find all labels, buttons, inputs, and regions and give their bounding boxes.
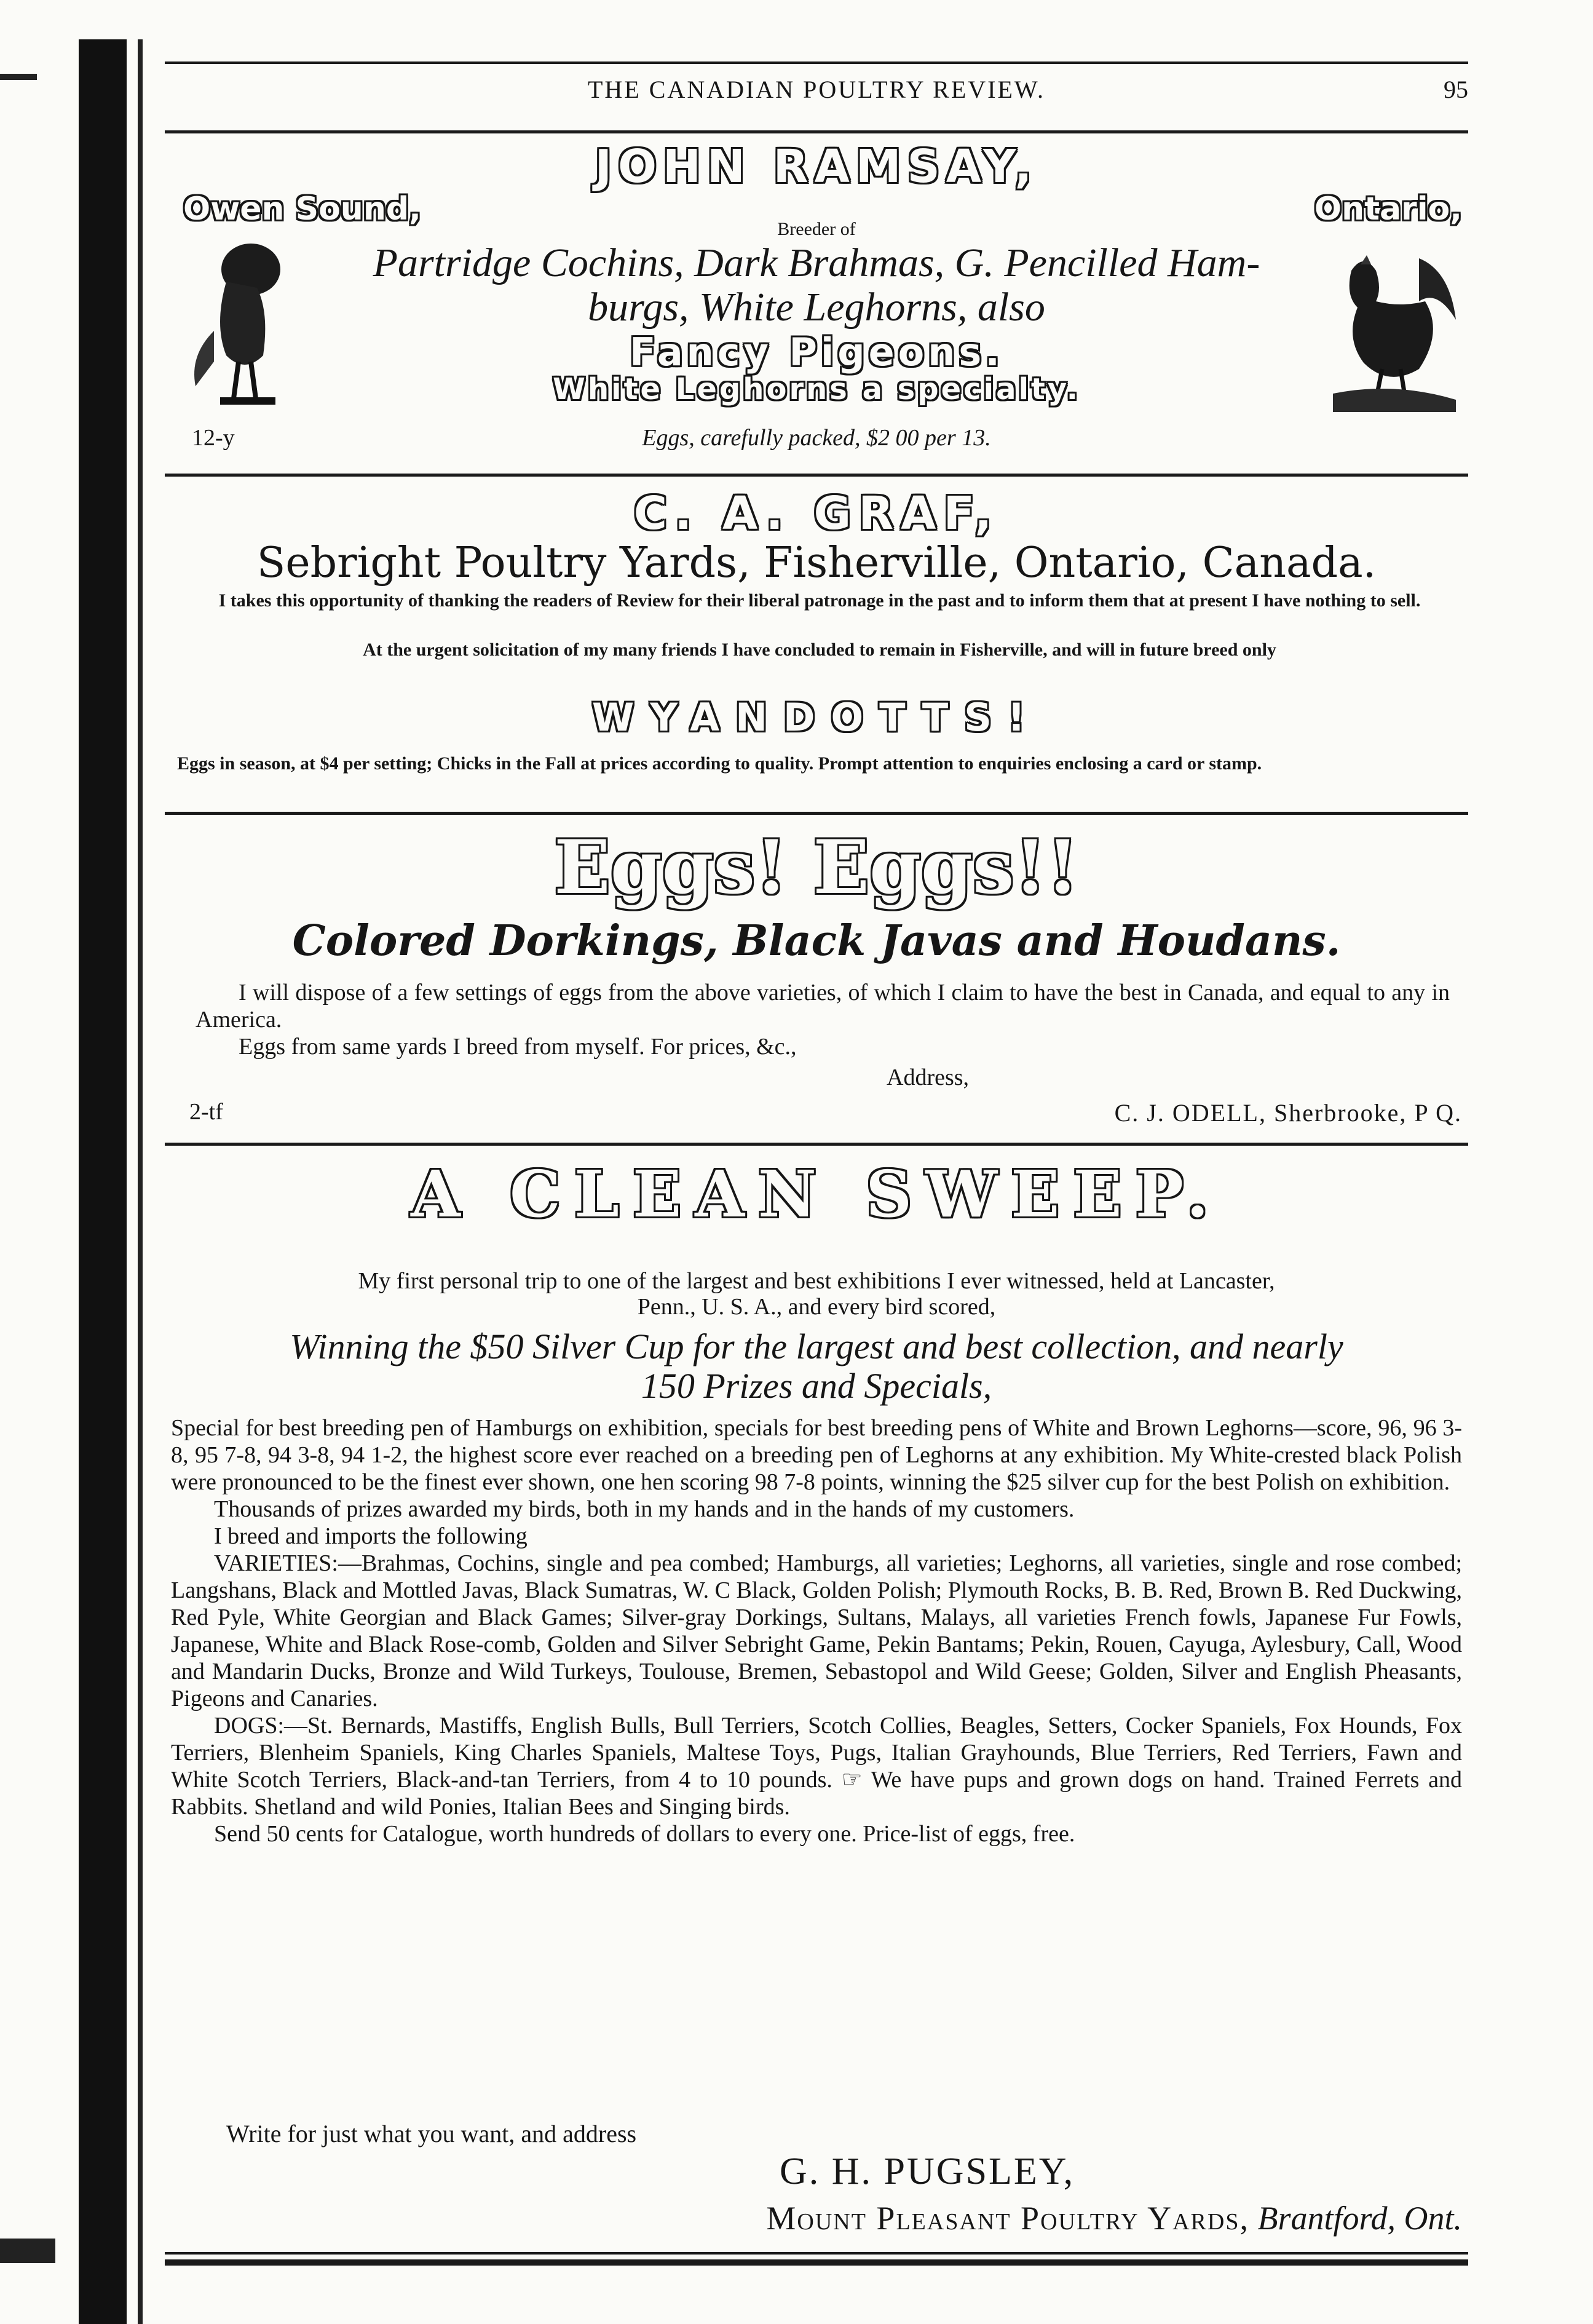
ad-pugsley-intro: My first personal trip to one of the largest and best exhibitions I ever witnessed, held at Lancaster, Penn., U. S. A., and every bird scored, xyxy=(358,1268,1275,1320)
ad-pugsley-winning-line1: Winning the $50 Silver Cup for the largest and best collection, and nearly xyxy=(290,1327,1343,1366)
page xyxy=(165,61,1468,2275)
ad-odell-para1: I will dispose of a few settings of eggs from the above varieties, of which I claim to have the best in Canada, and equal to any in America. xyxy=(196,980,1450,1033)
ad-pugsley-dogs: DOGS:—St. Bernards, Mastiffs, English Bulls, Bull Terriers, Scotch Collies, Beagles, Setters, Cocker Spaniels, Fox Hounds, Fox Terriers, Blenheim Spaniels, King Charles Spaniels, Maltese Toys, Pugs, Italian Grayhounds, Blue Terriers, Red Terriers, Fawn and White Scotch Terriers, Black-and-tan Terriers, from 4 to 10 pounds. ☞ We have pups and grown dogs on hand. Trained Ferrets and Rabbits. Shetland and wild Ponies, Italian Bees and Singing birds. xyxy=(171,1713,1462,1820)
ad-graf-para2: At the urgent solicitation of my many friends I have concluded to remain in Fisherville, and will in future breed only xyxy=(363,640,1276,660)
ad-graf-para3: Eggs in season, at $4 per setting; Chicks in the Fall at prices according to quality. Prompt attention to enquiries enclosing a card or stamp. xyxy=(177,753,1262,774)
ad-ramsay-fancy-pigeons: Fancy Pigeons. xyxy=(630,330,1003,375)
ad-ramsay-location-right: Ontario, xyxy=(1314,191,1462,228)
ad-ramsay-breeds-line1: Partridge Cochins, Dark Brahmas, G. Pencilled Ham- xyxy=(373,240,1260,285)
edge-scan-mark xyxy=(0,2239,55,2263)
ad-pugsley-special: Special for best breeding pen of Hamburgs on exhibition, specials for best breeding pens of White and Brown Leghorns—score, 96, 96 3-8, 95 7-8, 94 3-8, 94 1-2, the highest score ever reached on a breeding pen of Leghorns at any exhibition. My White-crested black Polish were pronounced to be the finest ever shown, one hen scoring 98 7-8 points, winning the $25 silver cup for the best Polish on exhibition. xyxy=(171,1415,1462,1495)
ad-pugsley-breed-import: I breed and imports the following xyxy=(214,1523,528,1549)
ad-ramsay-specialty: White Leghorns a specialty. xyxy=(553,372,1080,407)
ad-divider xyxy=(165,812,1468,815)
ad-ramsay-name: JOHN RAMSAY, xyxy=(595,140,1038,193)
ad-ramsay-code: 12-y xyxy=(192,425,235,451)
bottom-border xyxy=(165,2252,1468,2255)
ad-pugsley-yards: Mount Pleasant Poultry Yards, xyxy=(766,2200,1249,2237)
ad-divider xyxy=(165,474,1468,477)
ad-pugsley-varieties: VARIETIES:—Brahmas, Cochins, single and pea combed; Hamburgs, all varieties; Leghorns, all varieties, single and rose combed; Langshans, Black and Mottled Javas, Black Sumatras, W. C Black, Golden Polish; Plymouth Rocks, B. B. Red, Brown B. Red Duckwing, Red Pyle, White Georgian and Black Games; Silver-gray Dorkings, Sultans, Malays, all varieties French fowls, Japanese Fur Fowls, Japanese, White and Black Rose-comb, Golden and Silver Sebright Game, Pekin Bantams; Pekin, Rouen, Cayuga, Aylesbury, Call, Wood and Mandarin Ducks, Bronze and Wild Turkeys, Toulouse, Bremen, Sebastopol and Wild Geese; Golden, Silver and English Pheasants, Pigeons and Canaries. xyxy=(171,1550,1462,1711)
ad-odell-code: 2-tf xyxy=(189,1099,223,1125)
ad-pugsley-name: G. H. PUGSLEY, xyxy=(780,2151,1075,2192)
bottom-border-thick xyxy=(165,2259,1468,2266)
ad-pugsley-body xyxy=(171,1414,1462,1847)
ad-graf-yards: Sebright Poultry Yards, Fisherville, Ontario, Canada. xyxy=(256,539,1377,587)
page-binding-edge xyxy=(79,39,127,2324)
page-binding-line xyxy=(138,39,143,2324)
ad-ramsay-breeds-line2: burgs, White Leghorns, also xyxy=(588,285,1045,330)
ad-ramsay-location-left: Owen Sound, xyxy=(183,191,421,228)
edge-scan-mark xyxy=(0,74,37,80)
ad-ramsay-breeder-of: Breeder of xyxy=(777,219,856,239)
ad-odell-headline: Eggs! Eggs!! xyxy=(554,824,1079,911)
ad-pugsley-write: Write for just what you want, and address xyxy=(226,2120,637,2148)
ad-odell-para2: Eggs from same yards I breed from myself. For prices, &c., xyxy=(239,1034,797,1060)
ad-pugsley-headline: A CLEAN SWEEP. xyxy=(411,1156,1222,1232)
ad-pugsley-signature xyxy=(766,2199,1462,2237)
ad-odell-subhead: Colored Dorkings, Black Javas and Houdans. xyxy=(292,916,1341,966)
running-header: THE CANADIAN POULTRY REVIEW. xyxy=(588,76,1045,103)
ad-odell-signature: C. J. ODELL, Sherbrooke, P Q. xyxy=(1114,1099,1462,1127)
ad-graf-breed: WYANDOTTS! xyxy=(591,695,1042,740)
ad-pugsley-catalogue: Send 50 cents for Catalogue, worth hundreds of dollars to every one. Price-list of eggs, free. xyxy=(214,1821,1075,1847)
ad-graf-para1: I takes this opportunity of thanking the readers of Review for their liberal patronage in the past and to inform them that at present I have nothing to sell. xyxy=(218,590,1421,611)
ad-graf-name: C. A. GRAF, xyxy=(633,487,1000,540)
ad-ramsay-eggs: Eggs, carefully packed, $2 00 per 13. xyxy=(642,425,991,451)
ad-pugsley-winning-line2: 150 Prizes and Specials, xyxy=(641,1366,992,1406)
ad-divider xyxy=(165,1143,1468,1146)
top-border xyxy=(165,61,1468,64)
ad-odell-address-label: Address, xyxy=(887,1065,970,1090)
ad-pugsley-thousands: Thousands of prizes awarded my birds, both in my hands and in the hands of my customers. xyxy=(214,1496,1075,1522)
page-number: 95 xyxy=(1444,76,1468,103)
ad-pugsley-town: Brantford, Ont. xyxy=(1257,2200,1462,2237)
header-rule xyxy=(165,130,1468,133)
